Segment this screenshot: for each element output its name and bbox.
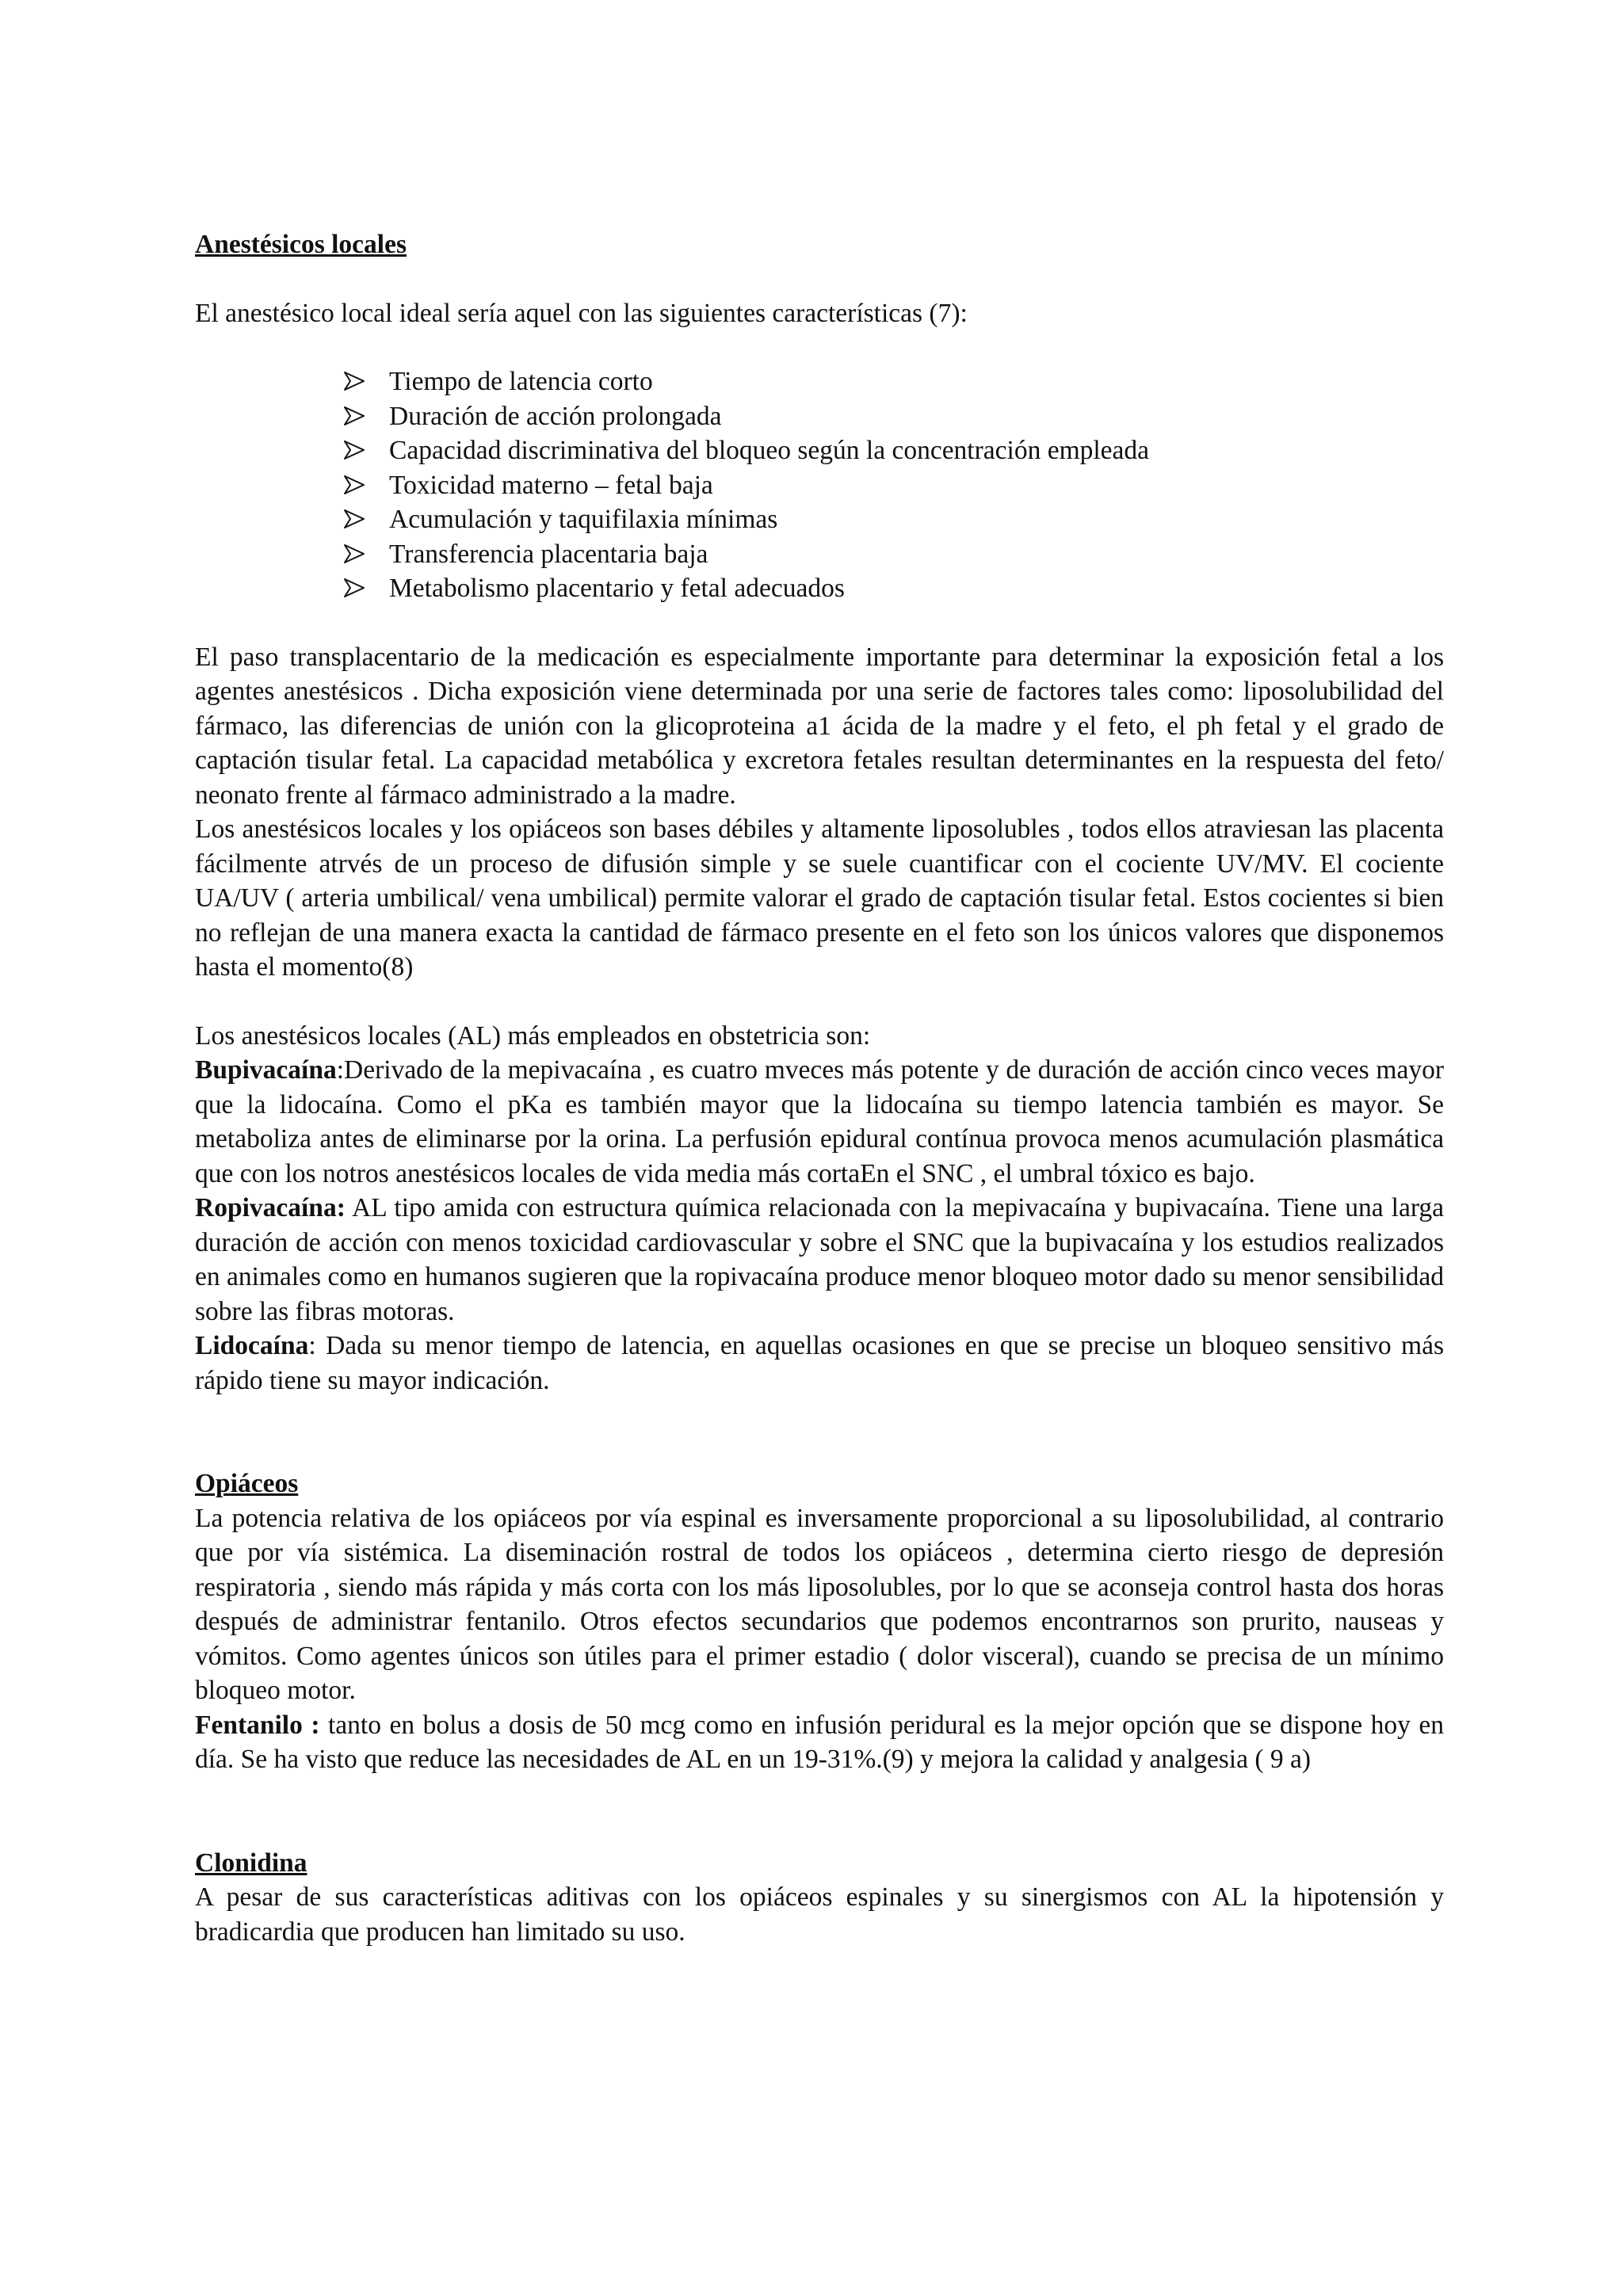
drug-description: AL tipo amida con estructura química relacionada con la mepivacaína y bupivacaína. Tiene una larga duración de acción con menos toxicidad cardiovascular y sobre el SNC que la bupivacaína y los estudios realizados en animales como en humanos sugieren que la ropivacaína produce menor bloqueo motor dado su menor sensibilidad sobre las fibras motoras. [195, 1193, 1444, 1326]
list-item [344, 468, 1444, 503]
drug-entry-fentanilo [195, 1708, 1444, 1777]
section-title-anestesicos-locales: Anestésicos locales [195, 230, 407, 259]
arrowhead-bullet-icon [344, 406, 365, 426]
drug-entry-lidocaina [195, 1329, 1444, 1398]
drug-term: Bupivacaína [195, 1055, 337, 1085]
section-title-clonidina: Clonidina [195, 1848, 307, 1878]
drug-entry-bupivacaina [195, 1053, 1444, 1191]
drug-term: Lidocaína [195, 1331, 309, 1360]
clonidina-paragraph: A pesar de sus características aditivas con los opiáceos espinales y su sinergismos con AL la hipotensión y bradicardia que producen han limitado su uso. [195, 1882, 1444, 1947]
list-item-text: Toxicidad materno – fetal baja [389, 470, 713, 500]
list-item-text: Capacidad discriminativa del bloqueo según la concentración empleada [389, 436, 1150, 465]
intro-paragraph: El anestésico local ideal sería aquel con las siguientes características (7): [195, 298, 968, 328]
drug-description: :Derivado de la mepivacaína , es cuatro mveces más potente y de duración de acción cinco veces mayor que la lidocaína. Como el pKa es también mayor que la lidocaína su tiempo latencia también es mayor. Se metaboliza antes de eliminarse por la orina. La perfusión epidural contínua provoca menos acumulación plasmática que con los notros anestésicos locales de vida media más cortaEn el SNC , el umbral tóxico es bajo. [195, 1055, 1444, 1188]
list-item [344, 364, 1444, 399]
list-item [344, 571, 1444, 606]
drugs-list-intro: Los anestésicos locales (AL) más empleados en obstetricia son: [195, 1020, 871, 1051]
placenta-diffusion-paragraph: Los anestésicos locales y los opiáceos son bases débiles y altamente liposolubles , todos ellos atraviesan las placenta fácilmente atrvés de un proceso de difusión simple y se suele cuantificar con el cociente UV/MV. El cociente UA/UV ( arteria umbilical/ vena umbilical) permite valorar el grado de captación tisular fetal. Estos cocientes si bien no reflejan de una manera exacta la cantidad de fármaco presente en el feto son los únicos valores que disponemos hasta el momento(8) [195, 814, 1444, 982]
section-title-opiaceos: Opiáceos [195, 1469, 299, 1498]
document-body [195, 227, 1444, 1949]
arrowhead-bullet-icon [344, 371, 365, 391]
drug-term: Ropivacaína: [195, 1193, 346, 1222]
list-item-text: Metabolismo placentario y fetal adecuados [389, 574, 845, 603]
drug-term: Fentanilo : [195, 1710, 320, 1740]
arrowhead-bullet-icon [344, 475, 365, 495]
ideal-characteristics-list [195, 364, 1444, 606]
list-item [344, 537, 1444, 572]
list-item-text: Acumulación y taquifilaxia mínimas [389, 505, 778, 534]
arrowhead-bullet-icon [344, 509, 365, 529]
drug-description: tanto en bolus a dosis de 50 mcg como en infusión peridural es la mejor opción que se dispone hoy en día. Se ha visto que reduce las necesidades de AL en un 19-31%.(9) y mejora la calidad y analgesia ( 9 a) [195, 1710, 1444, 1774]
list-item [344, 502, 1444, 537]
list-item-text: Transferencia placentaria baja [389, 539, 708, 569]
arrowhead-bullet-icon [344, 440, 365, 460]
list-item [344, 399, 1444, 434]
opiaceos-paragraph: La potencia relativa de los opiáceos por vía espinal es inversamente proporcional a su liposolubilidad, al contrario que por vía sistémica. La diseminación rostral de todos los opiáceos , determina cierto riesgo de depresión respiratoria , siendo más rápida y más corta con los más liposolubles, por lo que se aconseja control hasta dos horas después de administrar fentanilo. Otros efectos secundarios que podemos encontrarnos son prurito, nauseas y vómitos. Como agentes únicos son útiles para el primer estadio ( dolor visceral), cuando se precisa de un mínimo bloqueo motor. [195, 1503, 1444, 1705]
drug-description: : Dada su menor tiempo de latencia, en aquellas ocasiones en que se precise un bloqueo sensitivo más rápido tiene su mayor indicación. [195, 1331, 1444, 1395]
drug-entry-ropivacaina [195, 1191, 1444, 1329]
list-item-text: Tiempo de latencia corto [389, 367, 653, 396]
arrowhead-bullet-icon [344, 543, 365, 564]
arrowhead-bullet-icon [344, 578, 365, 598]
transplacental-paragraph: El paso transplacentario de la medicación es especialmente importante para determinar la exposición fetal a los agentes anestésicos . Dicha exposición viene determinada por una serie de factores tales como: liposolubilidad del fármaco, las diferencias de unión con la glicoproteina a1 ácida de la madre y el feto, el ph fetal y el grado de captación tisular fetal. La capacidad metabólica y excretora fetales resultan determinantes en la respuesta del feto/ neonato frente al fármaco administrado a la madre. [195, 642, 1444, 810]
list-item [344, 433, 1444, 468]
list-item-text: Duración de acción prolongada [389, 401, 722, 431]
